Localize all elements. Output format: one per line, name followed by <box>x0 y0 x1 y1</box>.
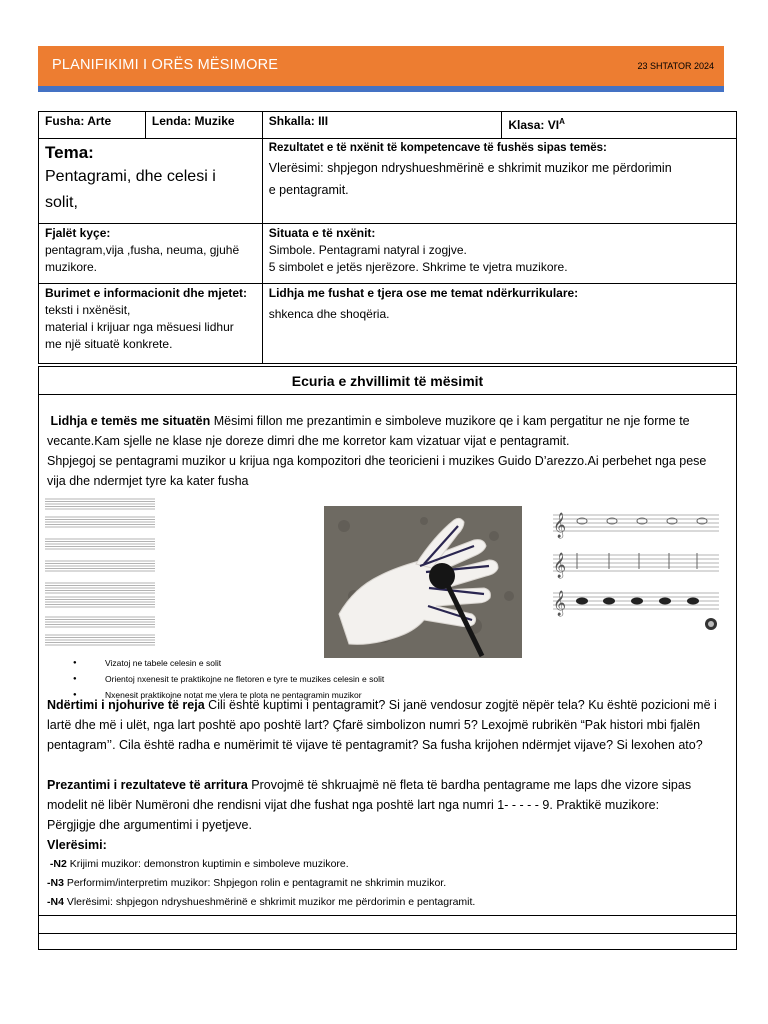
criterion-n4 <box>47 893 475 912</box>
situata-line-2: 5 simbolet e jetës njerëzore. Shkrime te vjetra muzikore. <box>268 260 568 274</box>
burimet-label: Burimet e informacionit dhe mjetet: <box>45 286 248 300</box>
plan-table <box>38 111 737 364</box>
vleresimi-label: Vlerësimi: <box>47 838 107 852</box>
treble-clef-notes-image <box>547 509 722 632</box>
lidhja-cell <box>262 284 736 364</box>
criterion-code: -N3 <box>47 877 64 889</box>
criterion-text: Performim/interpretim muzikor: Shpjegon rolin e pentagramit ne shkrimin muzikor. <box>63 877 447 889</box>
tema-line-1: Pentagrami, dhe celesi i <box>45 168 216 185</box>
rezultatet-label: Rezultatet e të nxënit të kompetencave të fushës sipas temës: <box>268 142 607 154</box>
rezultatet-cell <box>262 139 736 224</box>
criterion-text: Vlerësimi: shpjegon ndryshueshmërinë e shkrimit muzikor me përdorimin e pentagramit. <box>63 896 476 908</box>
ndertimi-line-3: pentagram’’. Cila është radha e numërimit të vijave të pentagramit? Sa fusha krijohen ndërmjet vijave? Si lexohen ato? <box>47 738 703 752</box>
prezantimi-line-3: Përgjigje dhe argumentimi i pyetjeve. <box>47 818 252 832</box>
treble-clef-icon: 𝄞 <box>553 513 567 538</box>
rezultatet-line-1: Vlerësimi: shpjegon ndryshueshmërinë e shkrimit muzikor me përdorimin <box>268 161 672 175</box>
klasa-sup: A <box>559 117 565 126</box>
ndertimi-text: Cili është kuptimi i pentagramit? Si janë vendosur zogjtë nëpër tela? Ku është pozicioni më i <box>204 698 717 712</box>
rezultatet-line-2: e pentagramit. <box>268 183 349 197</box>
situata-cell <box>262 224 736 284</box>
situata-paragraph-line-2: vecante.Kam sjelle ne klase nje doreze dimri dhe me korretor kam vizatuar vijat e pentagramit. <box>47 434 570 448</box>
situata-paragraph-line-4: vija dhe ndermjet tyre ka kater fusha <box>47 474 249 488</box>
fjalet-cell <box>39 224 263 284</box>
list-item: ● Nxenesit praktikojne notat me vlera te plota ne pentagramin muzikor <box>73 687 384 703</box>
shkalla-cell: Shkalla: III <box>262 112 502 139</box>
treble-clef-icon: 𝄞 <box>553 591 567 616</box>
ecuria-title: Ecuria e zhvillimit të mësimit <box>39 367 736 395</box>
situata-paragraph-line-3: Shpjegoj se pentagrami muzikor u krijua nga kompozitori dhe teoricieni i muzikes Guido D’arezzo.Ai perbehet nga pese <box>47 454 707 468</box>
burimet-line-3: me një situatë konkrete. <box>45 337 173 351</box>
criterion-n2 <box>47 855 349 874</box>
header-strip <box>38 86 724 92</box>
criterion-code: -N2 <box>49 858 67 870</box>
empty-row-divider <box>39 933 736 934</box>
ndertimi-line-2: lartë dhe më i ulët, nga lart poshtë apo poshtë lart? Çfarë simbolizon numri 5? Lexojmë rubrikën “Pak histori mbi fjalën <box>47 718 701 732</box>
prezantimi-text: Provojmë të shkruajmë në fleta të bardha pentagrame me laps dhe vizore sipas <box>247 778 692 792</box>
prezantimi-line-1 <box>47 775 732 795</box>
lidhja-text: shkenca dhe shoqëria. <box>268 307 390 321</box>
header-bar <box>38 46 724 86</box>
tema-cell <box>39 139 263 224</box>
list-item: ● Vizatoj ne tabele celesin e solit <box>73 655 384 671</box>
klasa-label: Klasa: VI <box>508 118 560 132</box>
empty-row-divider <box>39 915 736 916</box>
criterion-code: -N4 <box>47 896 64 908</box>
staff-lines-image <box>45 497 155 647</box>
criterion-n3 <box>47 874 446 893</box>
criterion-text: Krijimi muzikor: demonstron kuptimin e simboleve muzikore. <box>66 858 349 870</box>
lidhja-label: Lidhja me fushat e tjera ose me temat ndërkurrikulare: <box>268 286 579 300</box>
situata-paragraph-line-1 <box>47 411 732 431</box>
fjalet-line-2: muzikore. <box>45 260 98 274</box>
ndertimi-line-1 <box>47 695 732 715</box>
prezantimi-label: Prezantimi i rezultateve të arritura <box>47 778 248 792</box>
ndertimi-label: Ndërtimi i njohurive të reja <box>47 698 205 712</box>
fjalet-label: Fjalët kyçe: <box>45 226 111 240</box>
burimet-line-1: teksti i nxënësit, <box>45 303 131 317</box>
fjalet-line-1: pentagram,vija ,fusha, neuma, gjuhë <box>45 243 240 257</box>
list-item: ● Orientoj nxenesit te praktikojne ne fletoren e tyre te muzikes celesin e solit <box>73 671 384 687</box>
tema-line-2: solit, <box>45 194 78 211</box>
page-title: PLANIFIKIMI I ORËS MËSIMORE <box>52 57 279 73</box>
situata-label: Situata e të nxënit: <box>268 226 376 240</box>
prezantimi-line-2: modelit në libër Numëroni dhe rendisni vijat dhe fushat nga poshtë lart nga numri 1- - - - - 9. Praktikë muzikore: <box>47 798 660 812</box>
treble-clef-icon: 𝄞 <box>553 553 567 578</box>
situata-paragraph-text: Mësimi fillon me prezantimin e simboleve muzikore qe i kam pergatitur ne nje forme te <box>210 414 690 428</box>
situata-paragraph-label: Lidhja e temës me situatën <box>50 414 211 428</box>
ecuria-section <box>38 366 737 950</box>
fusha-cell: Fusha: Arte <box>39 112 146 139</box>
lenda-cell: Lenda: Muzike <box>145 112 262 139</box>
tema-label: Tema: <box>45 143 94 162</box>
burimet-cell <box>39 284 263 364</box>
burimet-line-2: material i krijuar nga mësuesi lidhur <box>45 320 234 334</box>
header-date: 23 SHTATOR 2024 <box>637 61 714 71</box>
situata-line-1: Simbole. Pentagrami natyral i zogjve. <box>268 243 467 257</box>
klasa-cell <box>502 112 737 139</box>
glove-photo <box>324 506 522 658</box>
